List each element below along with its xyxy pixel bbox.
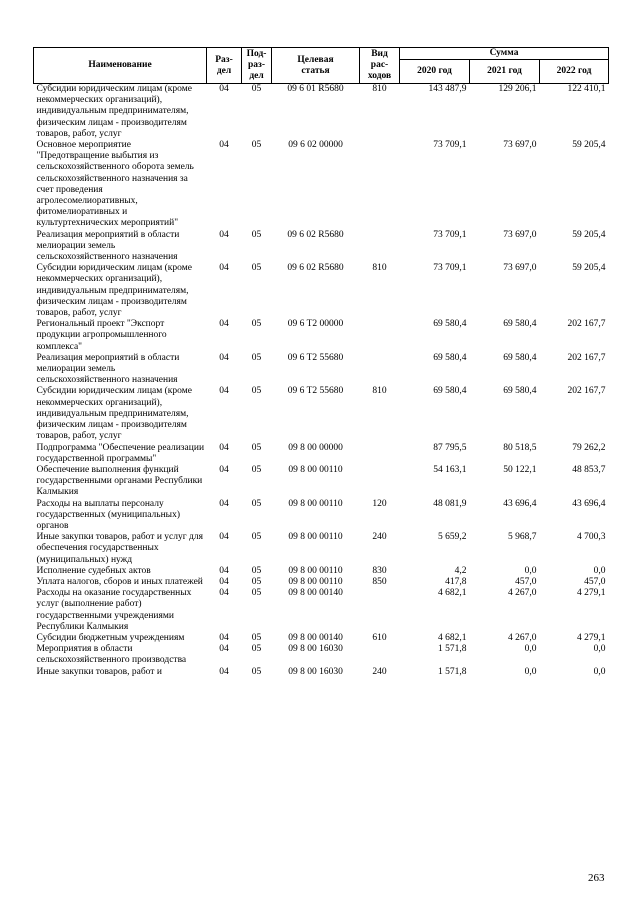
row-sum-2022: 202 167,7 bbox=[567, 352, 606, 363]
row-sum-2022: 59 205,4 bbox=[572, 263, 606, 274]
header-vid: Вид рас- ходов bbox=[360, 48, 400, 84]
row-target: 09 6 T2 55680 bbox=[287, 352, 344, 363]
row-sum-2020: 69 580,4 bbox=[433, 386, 467, 397]
table-row bbox=[34, 532, 609, 566]
row-podrazdel: 05 bbox=[251, 442, 262, 453]
row-target: 09 8 00 16030 bbox=[288, 666, 343, 677]
row-sum-2022: 59 205,4 bbox=[572, 229, 606, 240]
row-sum-2020: 1 571,8 bbox=[438, 644, 467, 655]
table-row bbox=[34, 566, 609, 577]
table-row bbox=[34, 667, 609, 678]
row-podrazdel: 05 bbox=[251, 576, 262, 587]
row-sum-2022: 4 700,3 bbox=[577, 532, 606, 543]
row-sum-2020: 54 163,1 bbox=[433, 464, 467, 475]
row-name: Расходы на выплаты персоналу государственных (муниципальных) органов bbox=[36, 498, 180, 531]
row-vid bbox=[360, 353, 400, 387]
row-sum-2021: 69 580,4 bbox=[503, 352, 537, 363]
row-podrazdel: 05 bbox=[251, 229, 262, 240]
page-number: 263 bbox=[588, 872, 605, 884]
budget-table bbox=[33, 47, 609, 678]
row-sum-2020: 4 682,1 bbox=[438, 632, 467, 643]
row-name: Мероприятия в области сельскохозяйственного производства bbox=[36, 644, 187, 666]
row-vid: 240 bbox=[372, 532, 387, 543]
row-razdel: 04 bbox=[219, 588, 229, 599]
row-vid: 240 bbox=[372, 666, 387, 677]
row-name: Подпрограмма "Обеспечение реализации государственной программы" bbox=[36, 442, 205, 464]
row-vid bbox=[360, 443, 400, 465]
row-razdel: 04 bbox=[219, 632, 229, 643]
row-vid bbox=[360, 644, 400, 666]
header-name: Наименование bbox=[34, 48, 207, 84]
row-vid bbox=[360, 588, 400, 633]
row-sum-2022: 59 205,4 bbox=[572, 140, 606, 151]
row-sum-2022: 457,0 bbox=[584, 576, 606, 587]
table-row bbox=[34, 633, 609, 644]
row-vid: 850 bbox=[372, 576, 387, 587]
row-podrazdel: 05 bbox=[251, 532, 262, 543]
row-sum-2022: 79 262,2 bbox=[572, 442, 606, 453]
row-vid bbox=[360, 319, 400, 353]
row-podrazdel: 05 bbox=[251, 319, 262, 330]
header-2021: 2021 год bbox=[470, 60, 540, 84]
row-target: 09 6 T2 00000 bbox=[287, 319, 344, 330]
row-razdel: 04 bbox=[219, 644, 229, 655]
row-vid bbox=[360, 140, 400, 230]
row-podrazdel: 05 bbox=[251, 140, 262, 151]
row-sum-2020: 143 487,9 bbox=[428, 84, 467, 94]
row-podrazdel: 05 bbox=[251, 352, 262, 363]
row-name: Субсидии бюджетным учреждениям bbox=[36, 632, 185, 643]
row-sum-2021: 0,0 bbox=[524, 644, 537, 655]
table-row bbox=[34, 588, 609, 633]
row-razdel: 04 bbox=[219, 565, 229, 576]
row-vid: 810 bbox=[372, 84, 387, 94]
row-vid bbox=[360, 465, 400, 499]
row-vid: 810 bbox=[372, 386, 387, 397]
row-podrazdel: 05 bbox=[251, 84, 262, 94]
table-row bbox=[34, 230, 609, 264]
row-target: 09 8 00 00110 bbox=[288, 464, 343, 475]
row-podrazdel: 05 bbox=[251, 644, 262, 655]
row-sum-2022: 202 167,7 bbox=[567, 386, 606, 397]
row-podrazdel: 05 bbox=[251, 632, 262, 643]
row-target: 09 8 00 16030 bbox=[288, 644, 343, 655]
row-sum-2022: 4 279,1 bbox=[577, 632, 606, 643]
row-sum-2020: 73 709,1 bbox=[433, 263, 467, 274]
row-razdel: 04 bbox=[219, 352, 229, 363]
table-row bbox=[34, 644, 609, 666]
row-podrazdel: 05 bbox=[251, 263, 262, 274]
row-name: Субсидии юридическим лицам (кроме некоммерческих организаций), индивидуальным предпринимателям, физическим лицам - производителям товаров, работ, услуг bbox=[36, 263, 192, 319]
row-sum-2021: 4 267,0 bbox=[508, 588, 537, 599]
row-podrazdel: 05 bbox=[251, 464, 262, 475]
table-row bbox=[34, 353, 609, 387]
row-name: Реализация мероприятий в области мелиорации земель сельскохозяйственного назначения bbox=[36, 352, 180, 386]
row-sum-2020: 417,8 bbox=[445, 576, 467, 587]
row-sum-2021: 43 696,4 bbox=[503, 498, 537, 509]
row-sum-2020: 69 580,4 bbox=[433, 319, 467, 330]
row-razdel: 04 bbox=[219, 229, 229, 240]
row-razdel: 04 bbox=[219, 576, 229, 587]
row-sum-2020: 87 795,5 bbox=[433, 442, 467, 453]
row-sum-2021: 73 697,0 bbox=[503, 263, 537, 274]
row-target: 09 8 00 00110 bbox=[288, 576, 343, 587]
row-name: Расходы на оказание государственных услуг (выполнение работ) государственными учреждениями Республики Калмыкия bbox=[36, 588, 192, 632]
row-sum-2022: 202 167,7 bbox=[567, 319, 606, 330]
row-name: Исполнение судебных актов bbox=[36, 565, 151, 576]
row-target: 09 8 00 00110 bbox=[288, 498, 343, 509]
row-target: 09 8 00 00140 bbox=[288, 632, 343, 643]
row-target: 09 6 02 00000 bbox=[288, 140, 343, 151]
row-sum-2021: 80 518,5 bbox=[503, 442, 537, 453]
row-razdel: 04 bbox=[219, 464, 229, 475]
row-razdel: 04 bbox=[219, 84, 229, 94]
header-podrazdel: Под- раз- дел bbox=[242, 48, 272, 84]
row-name: Региональный проект "Экспорт продукции агропромышленного комплекса" bbox=[36, 319, 167, 352]
row-sum-2021: 69 580,4 bbox=[503, 386, 537, 397]
row-sum-2022: 4 279,1 bbox=[577, 588, 606, 599]
table-header bbox=[34, 48, 609, 84]
row-name: Иные закупки товаров, работ и услуг для обеспечения государственных (муниципальных) нужд bbox=[36, 532, 203, 565]
row-podrazdel: 05 bbox=[251, 386, 262, 397]
row-target: 09 6 01 R5680 bbox=[287, 84, 344, 94]
row-sum-2021: 0,0 bbox=[524, 565, 537, 576]
header-target: Целевая статья bbox=[272, 48, 360, 84]
row-sum-2021: 0,0 bbox=[524, 666, 537, 677]
header-2022: 2022 год bbox=[540, 60, 609, 84]
row-target: 09 6 02 R5680 bbox=[287, 263, 344, 274]
row-name: Субсидии юридическим лицам (кроме некоммерческих организаций), индивидуальным предпринимателям, физическим лицам - производителям товаров, работ, услуг bbox=[36, 386, 192, 442]
row-name: Основное мероприятие "Предотвращение выбытия из сельскохозяйственного оборота земель сельскохозяйственного назначения за счет проведения агролесомелиоративных, фитомелиоративных и культуртехнических мероприятий" bbox=[36, 140, 194, 229]
row-razdel: 04 bbox=[219, 140, 229, 151]
row-sum-2020: 48 081,9 bbox=[433, 498, 467, 509]
row-sum-2022: 48 853,7 bbox=[572, 464, 606, 475]
table-row bbox=[34, 465, 609, 499]
row-vid: 830 bbox=[372, 565, 387, 576]
row-target: 09 6 T2 55680 bbox=[287, 386, 344, 397]
header-sum: Сумма bbox=[400, 48, 609, 60]
table-row bbox=[34, 499, 609, 533]
row-sum-2020: 1 571,8 bbox=[438, 666, 467, 677]
table-body bbox=[34, 84, 609, 678]
row-target: 09 8 00 00110 bbox=[288, 565, 343, 576]
row-razdel: 04 bbox=[219, 666, 229, 677]
table-row bbox=[34, 263, 609, 319]
row-sum-2020: 4,2 bbox=[454, 565, 467, 576]
row-name: Уплата налогов, сборов и иных платежей bbox=[36, 576, 203, 587]
row-razdel: 04 bbox=[219, 386, 229, 397]
row-sum-2022: 122 410,1 bbox=[567, 84, 606, 94]
row-sum-2020: 73 709,1 bbox=[433, 140, 467, 151]
row-razdel: 04 bbox=[219, 442, 229, 453]
row-razdel: 04 bbox=[219, 532, 229, 543]
row-sum-2022: 0,0 bbox=[593, 666, 606, 677]
row-razdel: 04 bbox=[219, 263, 229, 274]
row-razdel: 04 bbox=[219, 498, 229, 509]
table-row bbox=[34, 386, 609, 442]
header-2020: 2020 год bbox=[400, 60, 470, 84]
row-name: Субсидии юридическим лицам (кроме некоммерческих организаций), индивидуальным предпринимателям, физическим лицам - производителям товаров, работ, услуг bbox=[36, 84, 192, 139]
row-sum-2021: 4 267,0 bbox=[508, 632, 537, 643]
row-sum-2021: 69 580,4 bbox=[503, 319, 537, 330]
row-vid: 610 bbox=[372, 632, 387, 643]
table-row bbox=[34, 140, 609, 230]
row-vid: 810 bbox=[372, 263, 387, 274]
row-sum-2021: 129 206,1 bbox=[498, 84, 537, 94]
row-podrazdel: 05 bbox=[251, 498, 262, 509]
row-sum-2021: 457,0 bbox=[515, 576, 537, 587]
row-sum-2021: 73 697,0 bbox=[503, 229, 537, 240]
table-row bbox=[34, 84, 609, 141]
header-razdel: Раз- дел bbox=[207, 48, 242, 84]
row-razdel: 04 bbox=[219, 319, 229, 330]
row-target: 09 8 00 00140 bbox=[288, 588, 343, 599]
row-name: Реализация мероприятий в области мелиорации земель сельскохозяйственного назначения bbox=[36, 229, 180, 263]
row-target: 09 8 00 00110 bbox=[288, 532, 343, 543]
row-sum-2021: 50 122,1 bbox=[503, 464, 537, 475]
table-row bbox=[34, 577, 609, 588]
row-sum-2020: 4 682,1 bbox=[438, 588, 467, 599]
table-row bbox=[34, 319, 609, 353]
row-sum-2022: 0,0 bbox=[593, 565, 606, 576]
row-podrazdel: 05 bbox=[251, 666, 262, 677]
row-target: 09 6 02 R5680 bbox=[287, 229, 344, 240]
row-sum-2020: 5 659,2 bbox=[438, 532, 467, 543]
row-sum-2022: 43 696,4 bbox=[572, 498, 606, 509]
row-podrazdel: 05 bbox=[251, 588, 262, 599]
row-sum-2021: 73 697,0 bbox=[503, 140, 537, 151]
row-target: 09 8 00 00000 bbox=[288, 442, 343, 453]
table-row bbox=[34, 443, 609, 465]
row-name: Обеспечение выполнения функций государственными органами Республики Калмыкия bbox=[36, 464, 203, 498]
row-sum-2022: 0,0 bbox=[593, 644, 606, 655]
row-vid: 120 bbox=[372, 498, 387, 509]
row-sum-2020: 69 580,4 bbox=[433, 352, 467, 363]
row-sum-2020: 73 709,1 bbox=[433, 229, 467, 240]
row-podrazdel: 05 bbox=[251, 565, 262, 576]
row-sum-2021: 5 968,7 bbox=[508, 532, 537, 543]
row-name: Иные закупки товаров, работ и bbox=[36, 666, 162, 677]
row-vid bbox=[360, 230, 400, 264]
